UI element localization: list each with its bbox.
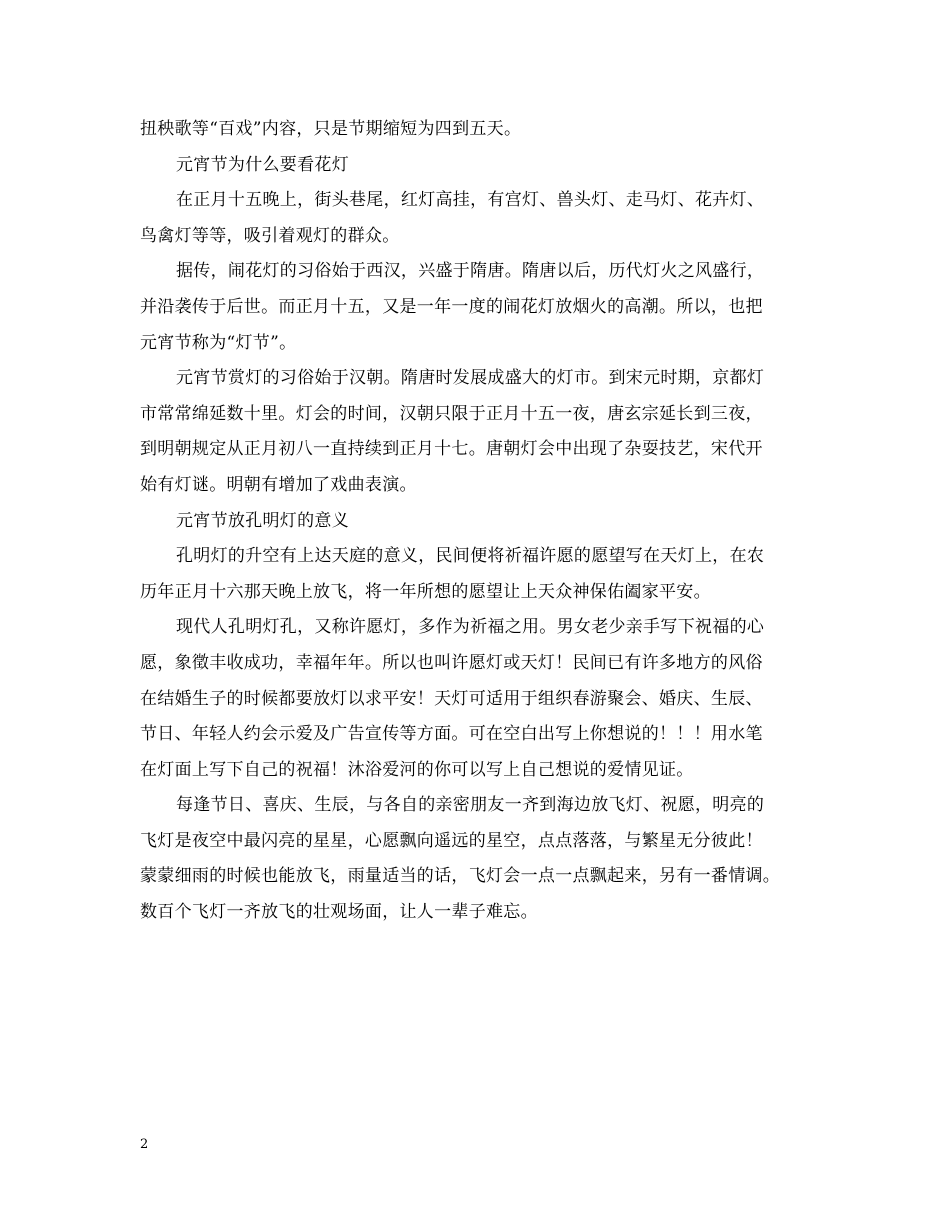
text-line: 市常常绵延数十里。灯会的时间，汉朝只限于正月十五一夜，唐玄宗延长到三夜， — [140, 403, 763, 424]
page-number: 2 — [140, 1137, 149, 1152]
text-line: 每逢节日、喜庆、生辰，与各自的亲密朋友一齐到海边放飞灯、祝愿，明亮的 — [176, 795, 765, 816]
text-line: 并沿袭传于后世。而正月十五，又是一年一度的闹花灯放烟火的高潮。所以，也把 — [140, 296, 763, 317]
body-text — [140, 112, 820, 931]
text-line: 在灯面上写下自己的祝福！沐浴爱河的你可以写上自己想说的爱情见证。 — [140, 759, 694, 780]
text-line: 元宵节赏灯的习俗始于汉朝。隋唐时发展成盛大的灯市。到宋元时期，京都灯 — [176, 368, 765, 389]
text-line: 据传，闹花灯的习俗始于西汉，兴盛于隋唐。隋唐以后，历代灯火之风盛行， — [176, 261, 765, 282]
text-line: 始有灯谜。明朝有增加了戏曲表演。 — [140, 474, 417, 495]
text-line: 蒙蒙细雨的时候也能放飞，雨量适当的话，飞灯会一点一点飘起来，另有一番情调。 — [140, 866, 781, 887]
text-line: 历年正月十六那天晚上放飞，将一年所想的愿望让上天众神保佑阖家平安。 — [140, 581, 711, 602]
text-line: 扭秧歌等“百戏”内容，只是节期缩短为四到五天。 — [140, 119, 522, 139]
text-line: 飞灯是夜空中最闪亮的星星，心愿飘向遥远的星空，点点落落，与繁星无分彼此！ — [140, 830, 763, 851]
text-line: 元宵节称为“灯节”。 — [140, 332, 297, 353]
text-line: 鸟禽灯等等，吸引着观灯的群众。 — [140, 225, 400, 246]
text-line: 到明朝规定从正月初八一直持续到正月十七。唐朝灯会中出现了杂耍技艺，宋代开 — [140, 439, 763, 460]
text-line: 孔明灯的升空有上达天庭的意义，民间便将祈福许愿的愿望写在天灯上，在农 — [176, 546, 765, 567]
text-line: 愿，象徵丰收成功，幸福年年。所以也叫许愿灯或天灯！民间已有许多地方的风俗 — [140, 652, 763, 673]
text-line: 现代人孔明灯孔，又称许愿灯，多作为祈福之用。男女老少亲手写下祝福的心 — [176, 617, 765, 638]
text-line: 数百个飞灯一齐放飞的壮观场面，让人一辈子难忘。 — [140, 902, 538, 923]
text-line: 在结婚生子的时候都要放灯以求平安！天灯可适用于组织春游聚会、婚庆、生辰、 — [140, 688, 763, 709]
text-line: 在正月十五晚上，街头巷尾，红灯高挂，有宫灯、兽头灯、走马灯、花卉灯、 — [176, 190, 765, 211]
text-line-heading: 元宵节放孔明灯的意义 — [176, 510, 349, 531]
text-line: 节日、年轻人约会示爱及广告宣传等方面。可在空白出写上你想说的！！！用水笔 — [140, 724, 763, 745]
text-line-heading: 元宵节为什么要看花灯 — [176, 154, 349, 175]
